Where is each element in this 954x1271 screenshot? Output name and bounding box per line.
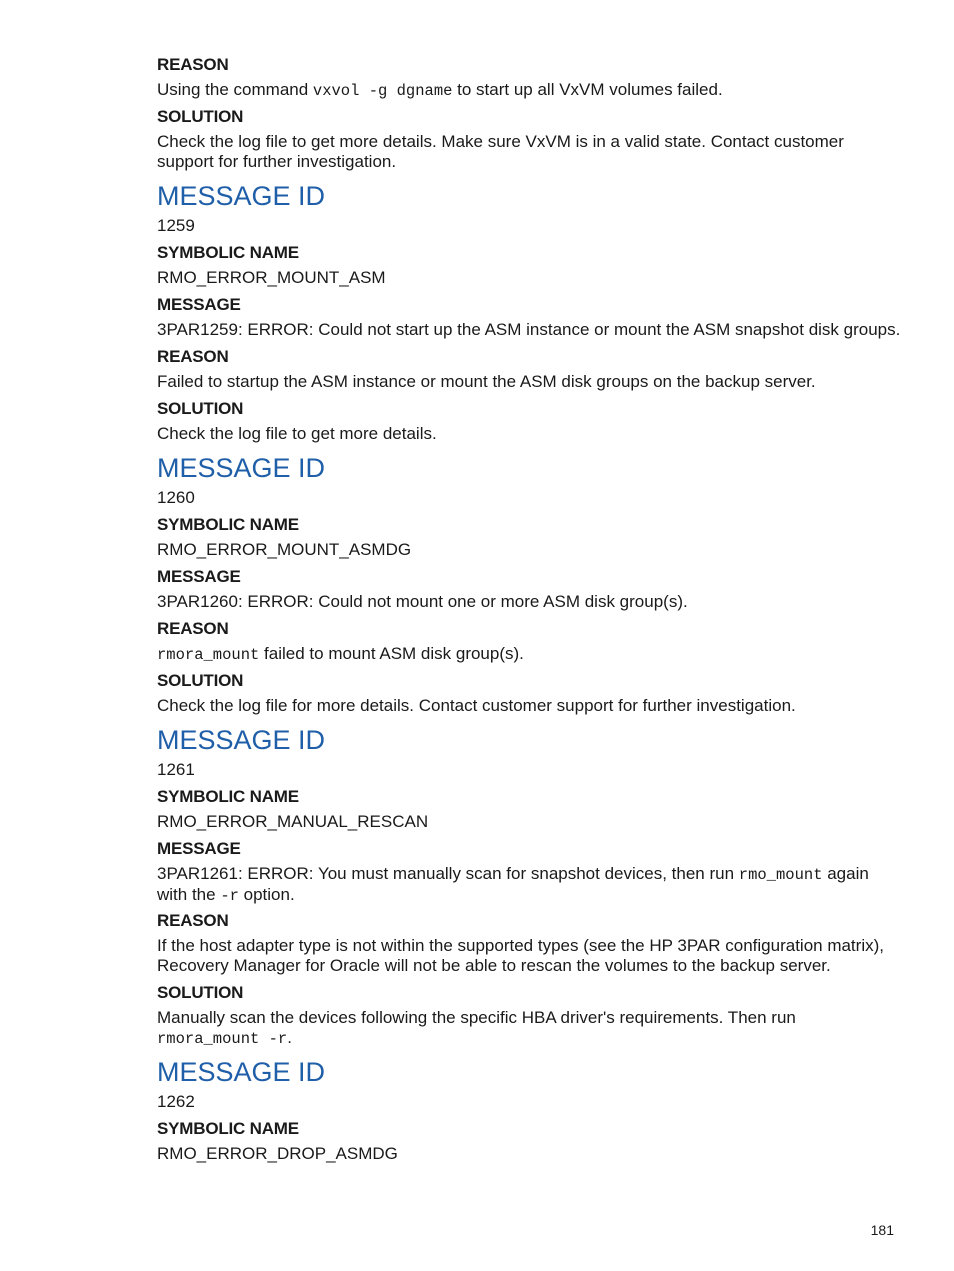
message-id-heading: MESSAGE ID (157, 1057, 326, 1087)
message-text (157, 864, 902, 904)
message-id-heading: MESSAGE ID (157, 181, 326, 211)
message-id-value: 1262 (157, 1092, 195, 1111)
command-code: rmora_mount (157, 646, 260, 664)
solution-text: Check the log file to get more details. Make sure VxVM is in a valid state. Contact customer support for further investigation. (157, 132, 844, 171)
message-id-heading: MESSAGE ID (157, 725, 326, 755)
symbolic-name-label: SYMBOLIC NAME (157, 787, 299, 806)
reason-text-pre: Using the command (157, 80, 313, 99)
symbolic-name-label: SYMBOLIC NAME (157, 515, 299, 534)
solution-text-pre: Manually scan the devices following the specific HBA driver's requirements. Then run (157, 1008, 796, 1027)
solution-label: SOLUTION (157, 399, 244, 418)
option-code: -r (220, 887, 239, 905)
reason-label: REASON (157, 347, 229, 366)
message-text: 3PAR1259: ERROR: Could not start up the ASM instance or mount the ASM snapshot disk groups. (157, 320, 901, 339)
command-code: rmo_mount (738, 866, 823, 884)
message-text-pre: 3PAR1261: ERROR: You must manually scan for snapshot devices, then run (157, 864, 739, 883)
symbolic-name-label: SYMBOLIC NAME (157, 1119, 299, 1138)
solution-text: Check the log file to get more details. (157, 424, 437, 443)
message-label: MESSAGE (157, 295, 241, 314)
solution-text: Check the log file for more details. Contact customer support for further investigation. (157, 696, 796, 715)
symbolic-name-value: RMO_ERROR_MOUNT_ASM (157, 268, 386, 287)
solution-text (157, 1008, 902, 1048)
symbolic-name-value: RMO_ERROR_DROP_ASMDG (157, 1144, 398, 1163)
message-id-value: 1259 (157, 216, 195, 235)
message-id-value: 1261 (157, 760, 195, 779)
symbolic-name-value: RMO_ERROR_MANUAL_RESCAN (157, 812, 429, 831)
document-page (157, 54, 902, 1170)
reason-text-post: to start up all VxVM volumes failed. (452, 80, 723, 99)
reason-text-post: failed to mount ASM disk group(s). (259, 644, 524, 663)
reason-text (157, 644, 902, 664)
solution-label: SOLUTION (157, 983, 244, 1002)
reason-label: REASON (157, 55, 229, 74)
message-label: MESSAGE (157, 839, 241, 858)
message-id-value: 1260 (157, 488, 195, 507)
message-label: MESSAGE (157, 567, 241, 586)
message-text-mid: again with the (157, 864, 869, 904)
symbolic-name-label: SYMBOLIC NAME (157, 243, 299, 262)
page-number: 181 (870, 1222, 894, 1238)
reason-text (157, 80, 902, 100)
message-id-heading: MESSAGE ID (157, 453, 326, 483)
reason-label: REASON (157, 619, 229, 638)
reason-text: If the host adapter type is not within the supported types (see the HP 3PAR configuration matrix), Recovery Manager for Oracle will not be able to rescan the volumes to the backup server. (157, 936, 884, 975)
solution-label: SOLUTION (157, 671, 244, 690)
symbolic-name-value: RMO_ERROR_MOUNT_ASMDG (157, 540, 412, 559)
command-code: rmora_mount -r (157, 1030, 288, 1048)
command-code: vxvol -g dgname (312, 82, 453, 100)
reason-label: REASON (157, 911, 229, 930)
solution-label: SOLUTION (157, 107, 244, 126)
reason-text: Failed to startup the ASM instance or mount the ASM disk groups on the backup server. (157, 372, 816, 391)
message-text: 3PAR1260: ERROR: Could not mount one or more ASM disk group(s). (157, 592, 688, 611)
message-text-post: option. (238, 885, 295, 904)
solution-text-post: . (287, 1028, 292, 1047)
